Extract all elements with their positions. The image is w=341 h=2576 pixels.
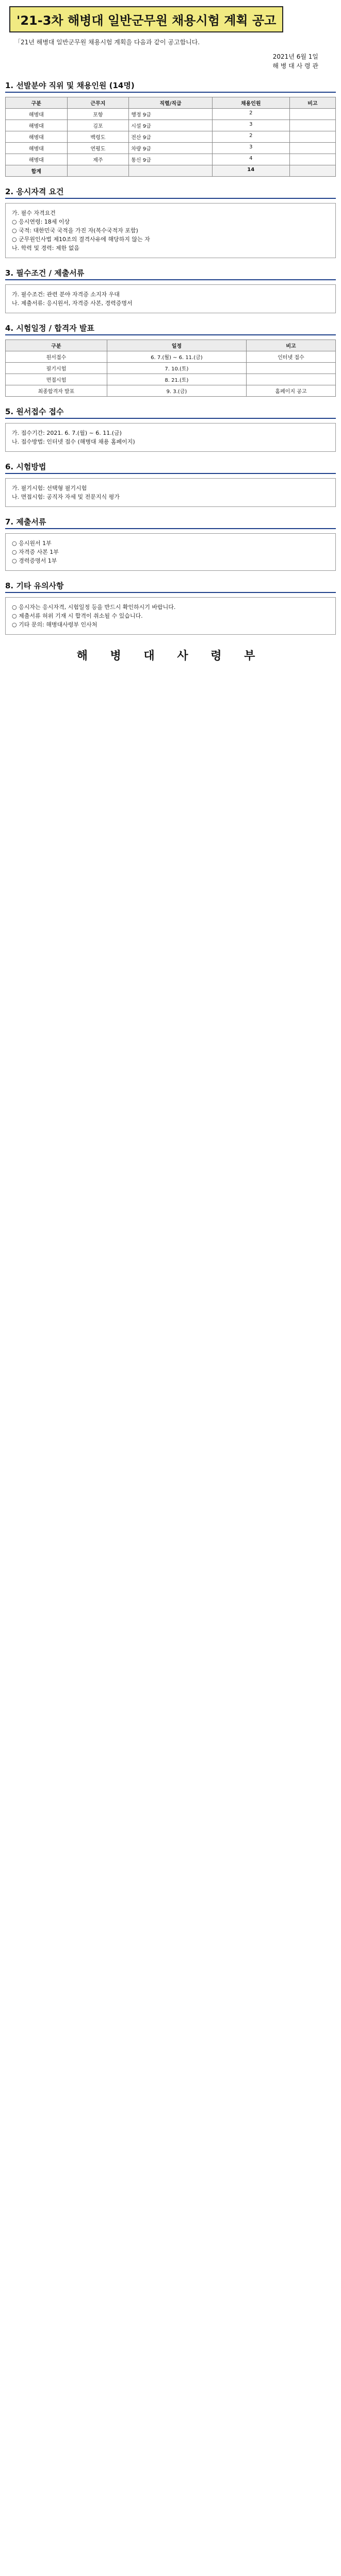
table-cell: 차량 9급	[129, 143, 213, 154]
requirements-box	[5, 284, 336, 313]
documents-box	[5, 533, 336, 571]
section-7-header	[5, 516, 336, 529]
table-header: 구분	[6, 97, 68, 109]
table-cell: 연평도	[67, 143, 129, 154]
table-cell	[289, 143, 335, 154]
table-row	[6, 131, 336, 143]
table-row-total	[6, 165, 336, 177]
list-item: ○ 군무원인사법 제10조의 결격사유에 해당하지 않는 자	[12, 236, 150, 243]
table-cell: 시설 9급	[129, 120, 213, 131]
table-row	[6, 120, 336, 131]
table-cell: 9. 3.(금)	[107, 385, 246, 397]
table-cell: 4	[212, 154, 289, 165]
section-5-header	[5, 406, 336, 419]
table-row	[6, 109, 336, 120]
table-cell	[289, 109, 335, 120]
notes-box	[5, 597, 336, 635]
table-header: 일정	[107, 340, 246, 351]
footer-org: 해 병 대 사 령 부	[76, 650, 265, 663]
table-cell: 행정 9급	[129, 109, 213, 120]
table-header: 비고	[289, 97, 335, 109]
list-item: 가. 접수기간: 2021. 6. 7.(월) ~ 6. 11.(금)	[12, 430, 122, 436]
list-item: 나. 제출서류: 응시원서, 자격증 사본, 경력증명서	[12, 300, 133, 307]
section-2-title: 2. 응시자격 요건	[5, 186, 336, 199]
page-title: '21-3차 해병대 일반군무원 채용시험 계획 공고	[17, 13, 277, 28]
table-cell: 해병대	[6, 131, 68, 143]
section-6-header	[5, 461, 336, 474]
table-cell: 홈페이지 공고	[247, 385, 336, 397]
table-cell	[67, 165, 129, 177]
intro-text: 「21년 해병대 일반군무원 채용시험 계획을 다음과 같이 공고합니다.	[14, 39, 200, 46]
table-cell	[247, 374, 336, 385]
table-cell: 7. 10.(토)	[107, 363, 246, 374]
application-box	[5, 423, 336, 452]
announcement-page	[5, 0, 336, 663]
table-cell: 6. 7.(월) ~ 6. 11.(금)	[107, 351, 246, 363]
exam-method-box	[5, 478, 336, 507]
table-header: 직렬/직급	[129, 97, 213, 109]
positions-table	[5, 97, 336, 177]
section-5-title: 5. 원서접수 접수	[5, 406, 336, 419]
section-8-header	[5, 580, 336, 593]
table-cell	[289, 120, 335, 131]
issuing-org: 해 병 대 사 령 관	[272, 62, 318, 70]
table-cell: 3	[212, 120, 289, 131]
table-cell: 통신 9급	[129, 154, 213, 165]
section-6-title: 6. 시험방법	[5, 461, 336, 474]
list-item: ○ 제출서류 허위 기재 시 합격이 취소될 수 있습니다.	[12, 613, 143, 619]
table-cell	[289, 154, 335, 165]
table-row	[6, 143, 336, 154]
list-item: ○ 국적: 대한민국 국적을 가진 자(복수국적자 포함)	[12, 227, 138, 234]
table-cell	[289, 165, 335, 177]
list-item: 가. 필수 자격요건	[12, 210, 56, 216]
table-cell	[289, 131, 335, 143]
table-cell: 원서접수	[6, 351, 107, 363]
section-3-header	[5, 267, 336, 280]
table-cell: 해병대	[6, 143, 68, 154]
table-cell: 14	[212, 165, 289, 177]
table-row	[6, 374, 336, 385]
table-cell: 3	[212, 143, 289, 154]
table-cell: 김포	[67, 120, 129, 131]
table-cell: 해병대	[6, 154, 68, 165]
section-4-title: 4. 시험일정 / 합격자 발표	[5, 323, 336, 335]
table-cell	[129, 165, 213, 177]
table-cell: 최종합격자 발표	[6, 385, 107, 397]
list-item: 가. 필수조건: 관련 분야 자격증 소지자 우대	[12, 291, 120, 298]
section-1-title: 1. 선발분야 직위 및 채용인원 (14명)	[5, 80, 336, 93]
list-item: ○ 응시연령: 18세 이상	[12, 218, 70, 225]
table-row	[6, 363, 336, 374]
list-item: ○ 응시자는 응시자격, 시험일정 등을 반드시 확인하시기 바랍니다.	[12, 604, 176, 611]
table-header: 근무지	[67, 97, 129, 109]
table-header: 채용인원	[212, 97, 289, 109]
table-cell: 제주	[67, 154, 129, 165]
table-cell: 인터넷 접수	[247, 351, 336, 363]
table-cell: 8. 21.(토)	[107, 374, 246, 385]
section-1-header	[5, 80, 336, 93]
section-2-header	[5, 186, 336, 199]
list-item: 가. 필기시험: 선택형 필기시험	[12, 485, 87, 492]
table-cell: 2	[212, 131, 289, 143]
section-3-title: 3. 필수조건 / 제출서류	[5, 267, 336, 280]
table-row	[6, 385, 336, 397]
section-8-title: 8. 기타 유의사항	[5, 580, 336, 593]
date-block	[5, 52, 318, 71]
list-item: 나. 접수방법: 인터넷 접수 (해병대 채용 홈페이지)	[12, 438, 135, 445]
eligibility-box	[5, 203, 336, 258]
table-cell: 전산 9급	[129, 131, 213, 143]
list-item: ○ 자격증 사본 1부	[12, 549, 59, 555]
table-cell: 합계	[6, 165, 68, 177]
table-cell: 포항	[67, 109, 129, 120]
table-header: 비고	[247, 340, 336, 351]
title-box	[9, 6, 283, 32]
table-cell: 해병대	[6, 120, 68, 131]
list-item: 나. 면접시험: 공직자 자세 및 전문지식 평가	[12, 494, 120, 500]
table-cell	[247, 363, 336, 374]
table-cell: 2	[212, 109, 289, 120]
list-item: ○ 기타 문의: 해병대사령부 인사처	[12, 621, 98, 628]
table-row	[6, 154, 336, 165]
table-cell: 백령도	[67, 131, 129, 143]
table-cell: 해병대	[6, 109, 68, 120]
table-row	[6, 351, 336, 363]
list-item: ○ 응시원서 1부	[12, 540, 52, 547]
table-cell: 면접시험	[6, 374, 107, 385]
list-item: 나. 학력 및 경력: 제한 없음	[12, 245, 79, 251]
announcement-date: 2021년 6월 1일	[272, 53, 318, 60]
list-item: ○ 경력증명서 1부	[12, 557, 57, 564]
table-header: 구분	[6, 340, 107, 351]
section-4-header	[5, 323, 336, 335]
section-7-title: 7. 제출서류	[5, 516, 336, 529]
table-cell: 필기시험	[6, 363, 107, 374]
schedule-table	[5, 340, 336, 397]
